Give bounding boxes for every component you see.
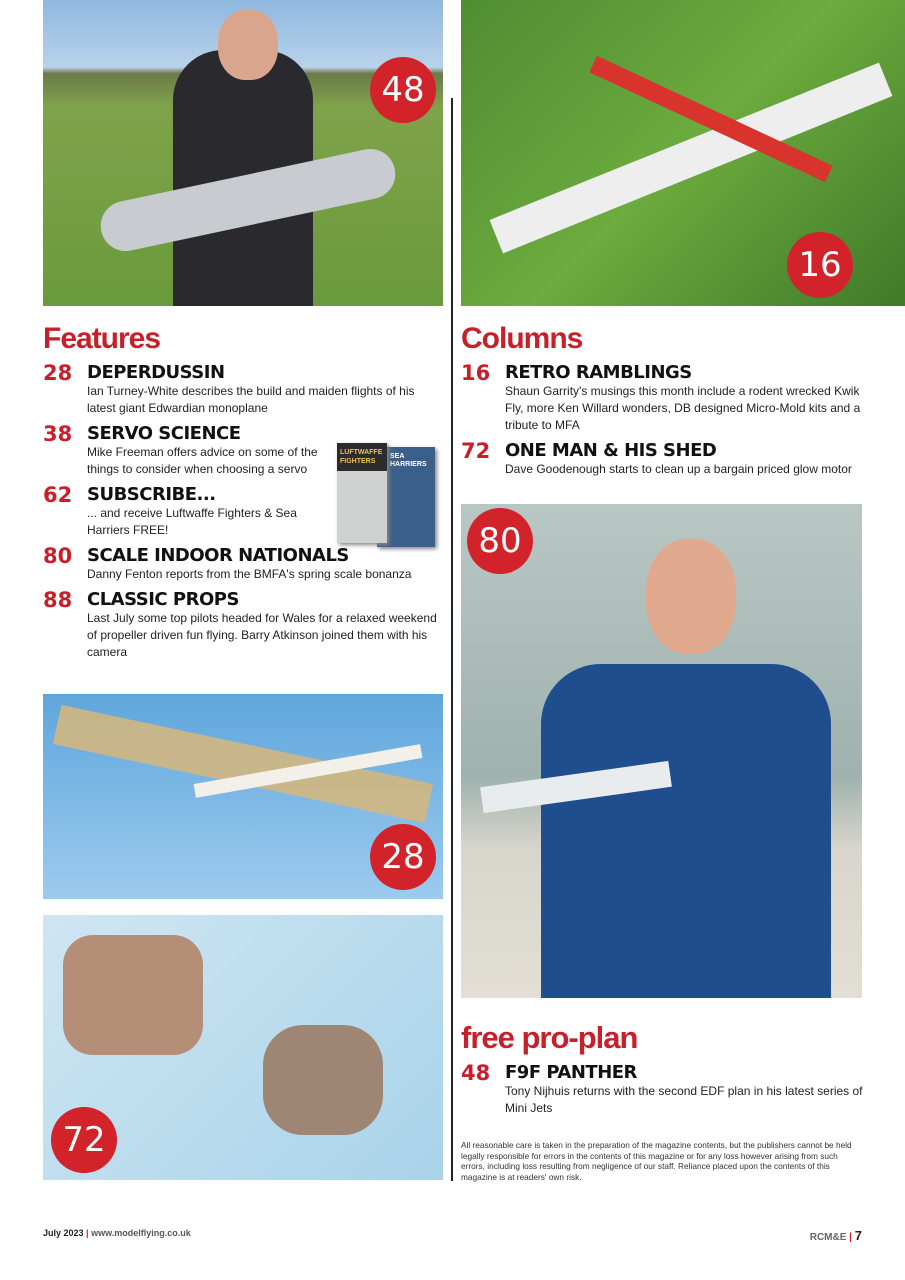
retro-model-photo bbox=[461, 0, 905, 306]
page-badge: 28 bbox=[370, 824, 436, 890]
magazine-name: RCM&E bbox=[809, 1232, 847, 1243]
item-title: RETRO RAMBLINGS bbox=[505, 362, 692, 383]
item-title: F9F PANTHER bbox=[505, 1062, 637, 1083]
plan-heading: free pro-plan bbox=[461, 1020, 638, 1055]
plan-section bbox=[461, 1020, 863, 1123]
engine-part bbox=[263, 1025, 383, 1135]
issue-date: July 2023 bbox=[43, 1228, 84, 1238]
cover-luftwaffe-fighters: LUFTWAFFE FIGHTERS bbox=[337, 443, 387, 543]
item-desc: Mike Freeman offers advice on some of the things to consider when choosing a servo bbox=[87, 445, 318, 476]
panther-model-photo bbox=[43, 0, 443, 306]
columns-section bbox=[461, 322, 863, 484]
deperdussin-photo bbox=[43, 694, 443, 899]
feature-item[interactable] bbox=[43, 545, 443, 583]
page-badge: 16 bbox=[787, 232, 853, 298]
website-link[interactable]: www.modelflying.co.uk bbox=[91, 1228, 191, 1238]
column-divider bbox=[451, 98, 453, 1181]
page-badge: 48 bbox=[370, 57, 436, 123]
column-item[interactable] bbox=[461, 440, 863, 478]
page-number: 88 bbox=[43, 588, 73, 612]
cover-sea-harriers: SEA HARRIERS bbox=[390, 453, 427, 468]
item-desc: Danny Fenton reports from the BMFA's spring scale bonanza bbox=[87, 567, 412, 581]
person-shirt bbox=[541, 664, 831, 998]
page-number: 80 bbox=[43, 544, 73, 568]
column-item[interactable] bbox=[461, 362, 863, 434]
page-number-footer: 7 bbox=[854, 1228, 862, 1243]
item-title: CLASSIC PROPS bbox=[87, 589, 239, 610]
page-number: 48 bbox=[461, 1061, 491, 1085]
feature-item[interactable] bbox=[43, 589, 443, 661]
page-number: 62 bbox=[43, 483, 73, 507]
page-number: 28 bbox=[43, 361, 73, 385]
item-title: SCALE INDOOR NATIONALS bbox=[87, 545, 349, 566]
footer-left bbox=[43, 1228, 191, 1238]
feature-item[interactable] bbox=[43, 362, 443, 417]
item-title: SERVO SCIENCE bbox=[87, 423, 241, 444]
item-title: SUBSCRIBE... bbox=[87, 484, 216, 505]
columns-heading: Columns bbox=[461, 322, 583, 355]
item-desc: Shaun Garrity's musings this month include a rodent wrecked Kwik Fly, more Ken Willard wonders, DB designed Micro-Mold kits and a tribute to MFA bbox=[505, 384, 861, 432]
page-badge: 72 bbox=[51, 1107, 117, 1173]
item-desc: Dave Goodenough starts to clean up a bargain priced glow motor bbox=[505, 462, 852, 476]
item-desc: Tony Nijhuis returns with the second EDF plan in his latest series of Mini Jets bbox=[505, 1084, 863, 1115]
page-number: 72 bbox=[461, 439, 491, 463]
subscribe-gift-covers bbox=[337, 443, 435, 548]
footer-separator: | bbox=[86, 1228, 89, 1238]
item-desc: Ian Turney-White describes the build and maiden flights of his latest giant Edwardian monoplane bbox=[87, 384, 415, 415]
item-desc: Last July some top pilots headed for Wales for a relaxed weekend of propeller driven fun flying. Barry Atkinson joined them with his camera bbox=[87, 611, 437, 659]
item-title: DEPERDUSSIN bbox=[87, 362, 225, 383]
engine-photo bbox=[43, 915, 443, 1180]
page-number: 38 bbox=[43, 422, 73, 446]
person-head bbox=[218, 10, 278, 80]
features-heading: Features bbox=[43, 322, 161, 355]
footer-right bbox=[810, 1228, 862, 1243]
page-badge: 80 bbox=[467, 508, 533, 574]
plan-item[interactable] bbox=[461, 1062, 863, 1117]
page-number: 16 bbox=[461, 361, 491, 385]
engine-crankcase bbox=[63, 935, 203, 1055]
item-desc: ... and receive Luftwaffe Fighters & Sea Harriers FREE! bbox=[87, 506, 297, 537]
person-head bbox=[646, 539, 736, 654]
footer-separator: | bbox=[849, 1232, 852, 1243]
model-wing bbox=[490, 63, 893, 254]
indoor-nationals-photo bbox=[461, 504, 862, 998]
disclaimer: All reasonable care is taken in the preparation of the magazine contents, but the publishers cannot be held legally responsible for errors in the contents of this magazine or for any loss however arising from such errors, including loss resulting from negligence of our staff. Reliance placed upon the contents of this magazine is at readers' own risk. bbox=[461, 1140, 852, 1182]
item-title: ONE MAN & HIS SHED bbox=[505, 440, 717, 461]
